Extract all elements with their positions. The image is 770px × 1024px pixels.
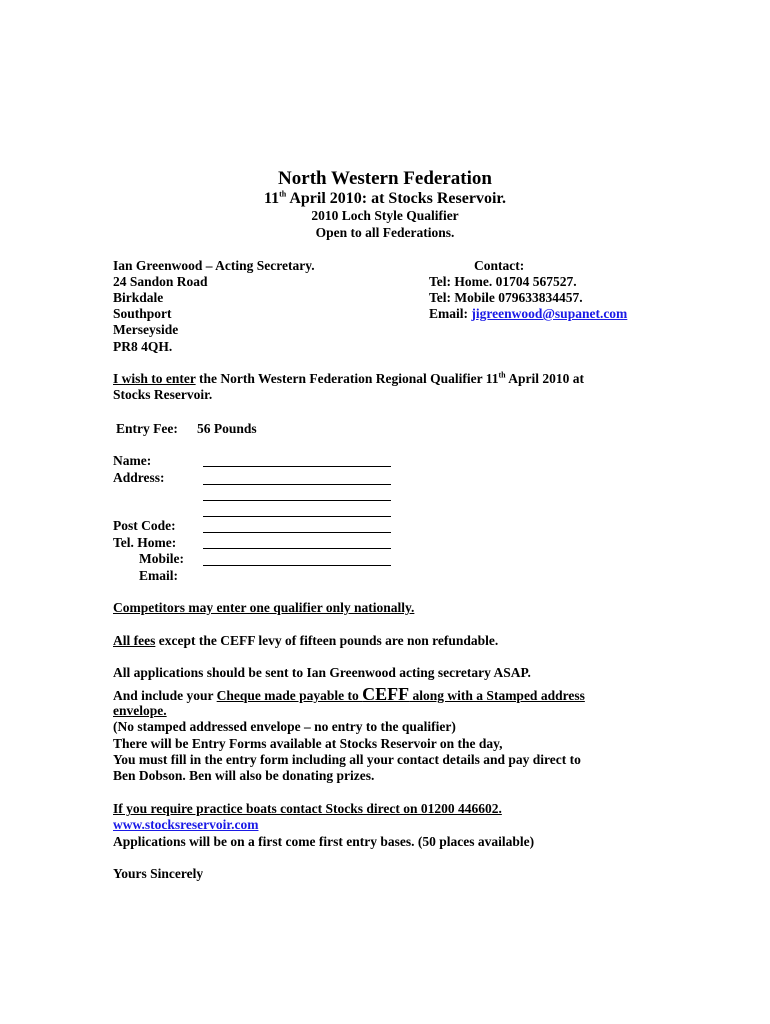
cheque-prefix: And include your [113,688,217,703]
fees-underlined: All fees [113,633,156,648]
form-label-mobile: Mobile: [139,551,184,566]
entry-fee-value: 56 Pounds [197,421,257,436]
ceff-text: CEFF [362,684,410,704]
stamped-text: along with a Stamped address [409,688,585,703]
website-link[interactable]: www.stocksreservoir.com [113,817,259,832]
contact-home-phone: Tel: Home. 01704 567527. [429,274,577,289]
entry-fee-label: Entry Fee: [116,421,178,436]
cheque-note [113,684,585,705]
practice-boats-note: If you require practice boats contact Stocks direct on 01200 446602. [113,801,502,816]
intro-text-end: April 2010 at [505,371,584,386]
page-title: North Western Federation [278,168,492,189]
no-envelope-note: (No stamped addressed envelope – no entry to the qualifier) [113,719,456,734]
email-label: Email: [429,306,472,321]
address-line: Southport [113,306,172,321]
intro-text: the North Western Federation Regional Qualifier 11 [195,371,499,386]
entry-forms-note: There will be Entry Forms available at Stocks Reservoir on the day, [113,736,503,751]
ben-note: Ben Dobson. Ben will also be donating prizes. [113,768,375,783]
fees-rest: except the CEFF levy of fifteen pounds are non refundable. [155,633,499,648]
intro-underlined: I wish to enter [113,371,196,386]
date-suffix: th [279,189,287,199]
contact-mobile-phone: Tel: Mobile 079633834457. [429,290,583,305]
envelope-note: envelope. [113,703,167,718]
subtitle-open: Open to all Federations. [315,225,455,240]
fees-note [113,633,498,649]
intro-line-2: Stocks Reservoir. [113,387,213,402]
event-date-heading [0,190,770,208]
first-come-note: Applications will be on a first come first entry bases. (50 places available) [113,834,535,849]
closing: Yours Sincerely [113,866,204,881]
address-blank-line[interactable] [203,484,391,485]
intro-line [113,371,584,387]
address-line: Merseyside [113,322,179,337]
address-blank-line[interactable] [203,516,391,517]
address-line: 24 Sandon Road [113,274,208,289]
fill-in-note: You must fill in the entry form including all your contact details and pay direct to [113,752,581,767]
applications-note: All applications should be sent to Ian Greenwood acting secretary ASAP. [113,665,531,680]
form-label-tel-home: Tel. Home: [113,535,177,550]
tel-home-blank-line[interactable] [203,548,391,549]
competitors-note: Competitors may enter one qualifier only nationally. [113,600,415,615]
address-line: Ian Greenwood – Acting Secretary. [113,258,315,273]
address-blank-line[interactable] [203,500,391,501]
name-blank-line[interactable] [203,466,391,467]
website-line [113,817,258,833]
date-rest: April 2010: at Stocks Reservoir. [286,190,507,207]
subtitle-qualifier: 2010 Loch Style Qualifier [311,208,459,223]
form-label-postcode: Post Code: [113,518,176,533]
date-day: 11 [263,190,280,207]
intro-date-suffix: th [498,370,506,380]
form-label-name: Name: [113,453,152,468]
email-link[interactable]: jigreenwood@supanet.com [471,306,628,321]
postcode-blank-line[interactable] [203,532,391,533]
form-label-address: Address: [113,470,165,485]
form-label-email: Email: [139,568,178,583]
address-line: Birkdale [113,290,164,305]
mobile-blank-line[interactable] [203,565,391,566]
cheque-text: Cheque made payable to [216,688,363,703]
contact-heading: Contact: [474,258,525,273]
contact-email [429,306,627,322]
address-line: PR8 4QH. [113,339,173,354]
cheque-underlined [216,684,585,704]
